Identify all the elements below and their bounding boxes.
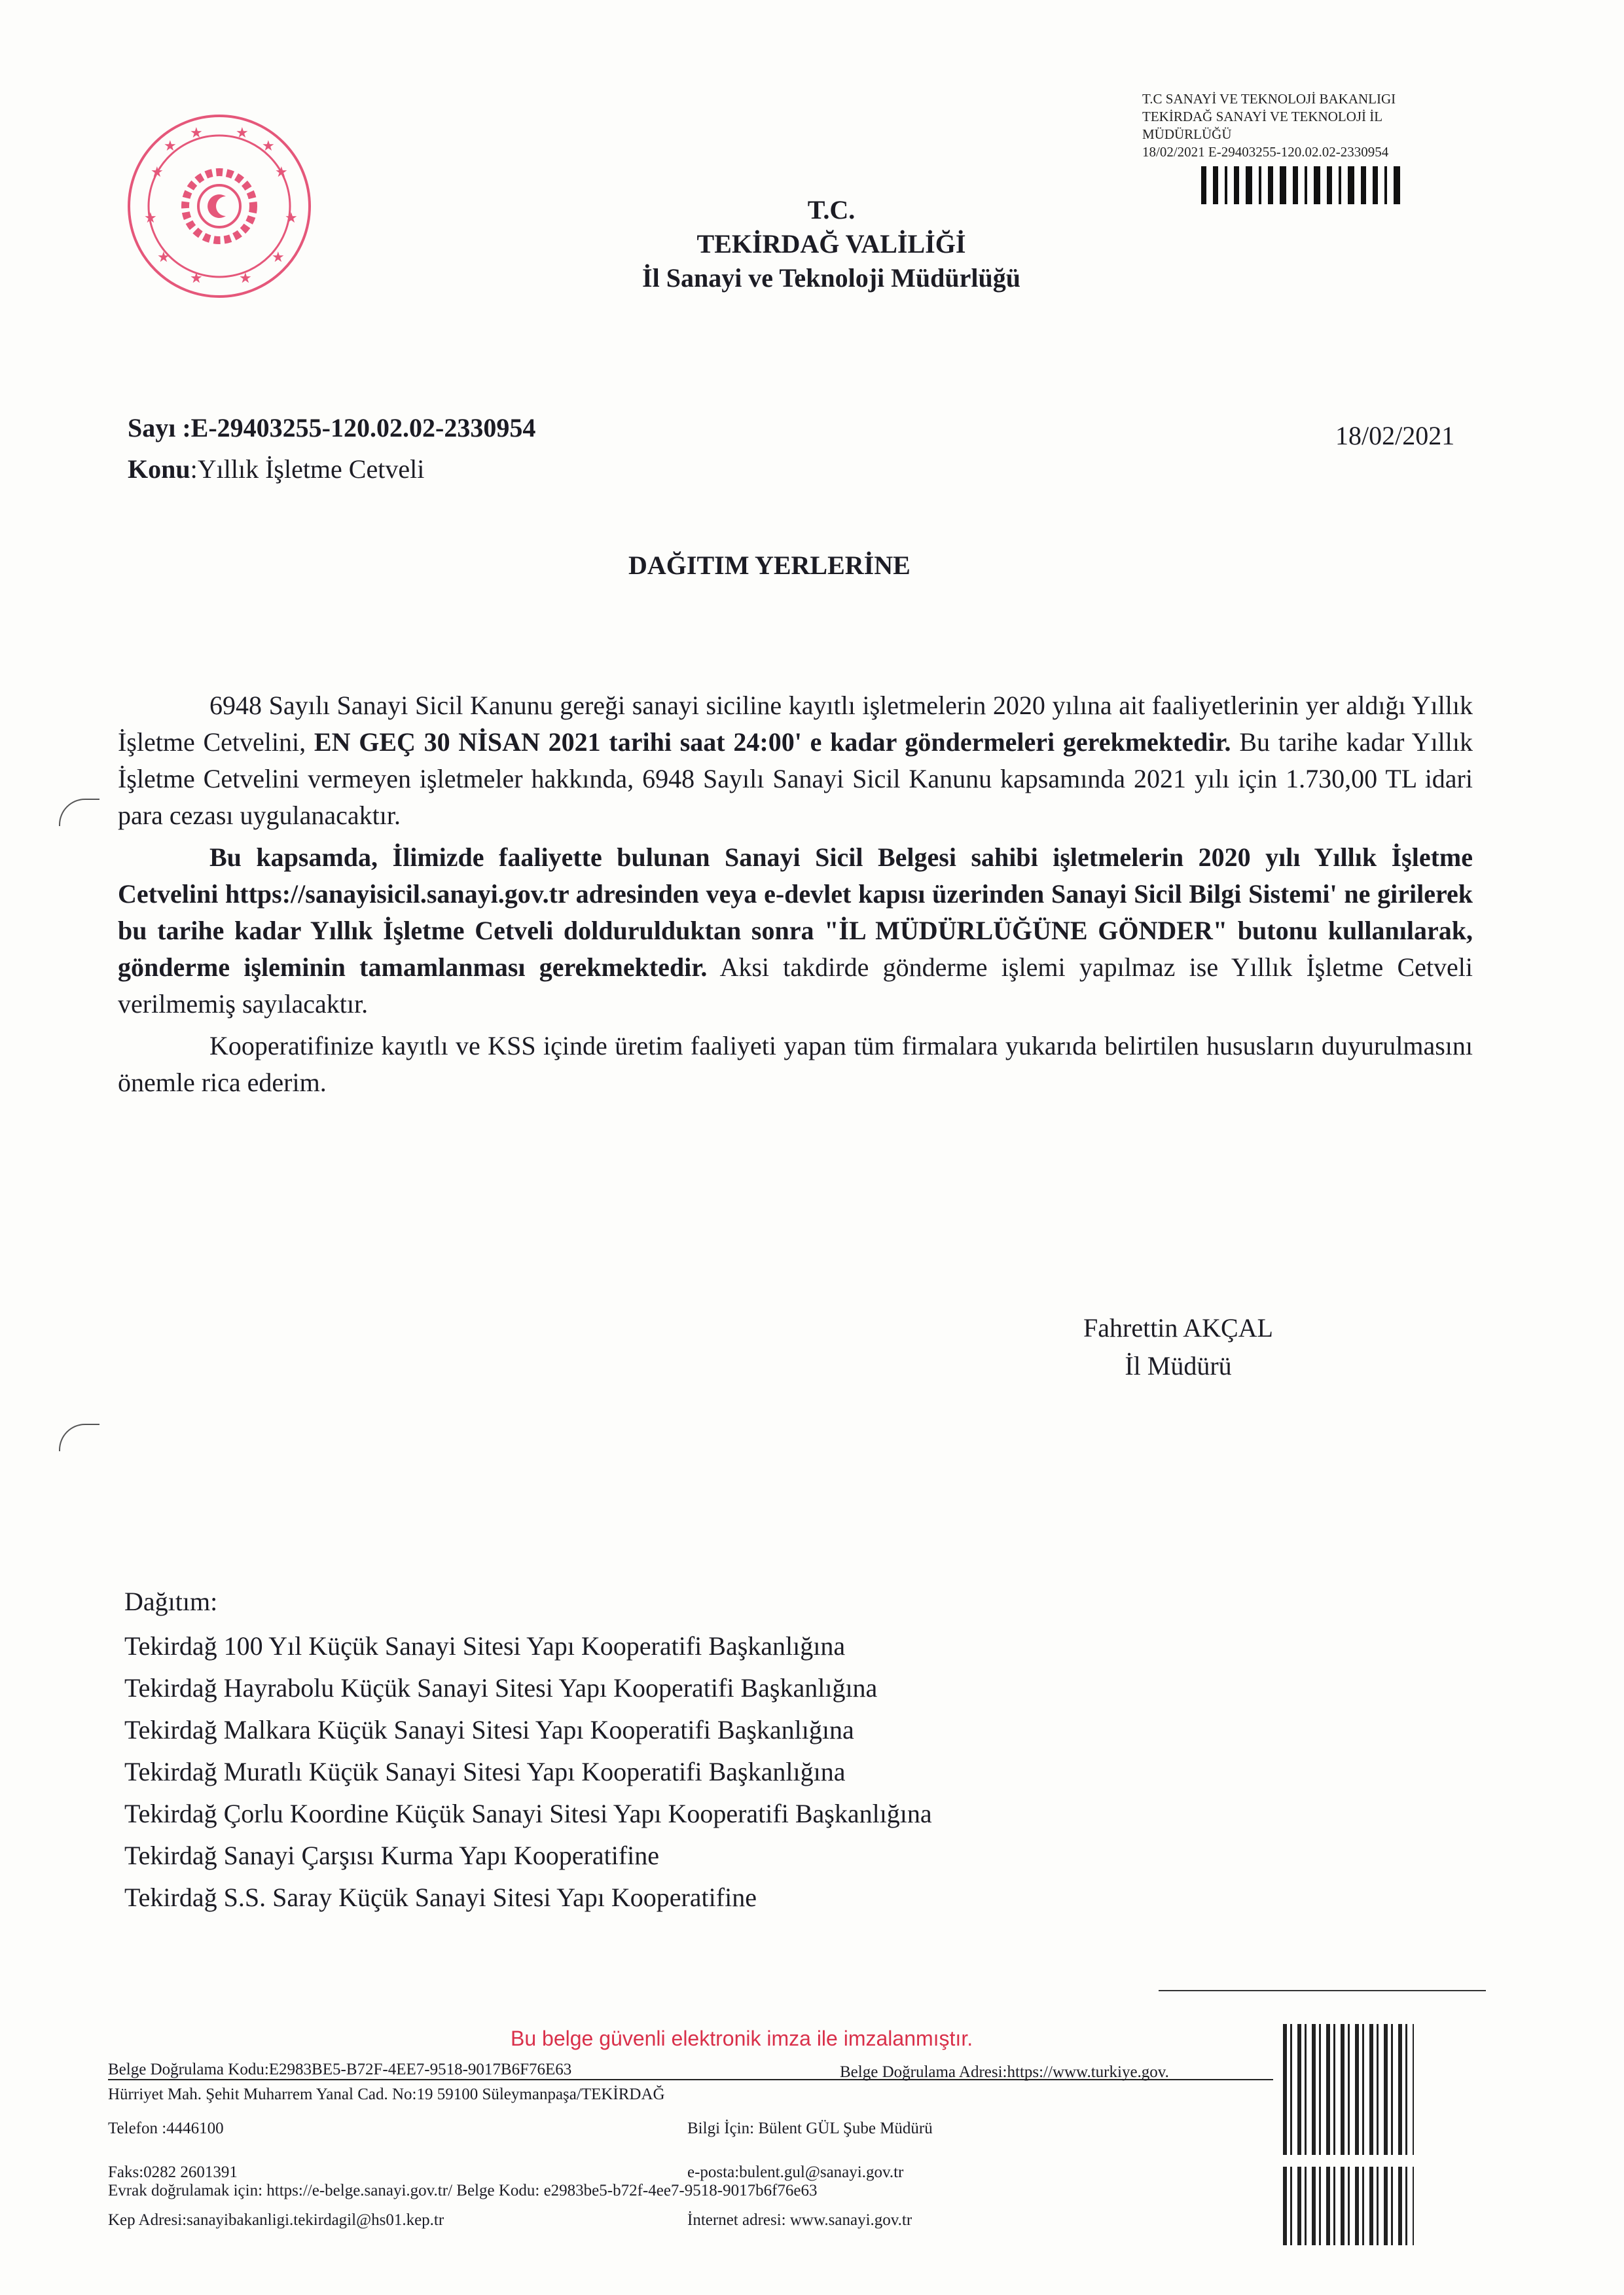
letter-body [118,687,1473,1106]
svg-text:★: ★ [285,209,298,226]
footer-divider [1159,1990,1486,1991]
footer-row-phone [108,2120,1286,2138]
verify-address-link[interactable]: Belge Doğrulama Adresi:https://www.turkiye.gov. [840,2063,1169,2081]
esign-notice: Bu belge güvenli elektronik imza ile imzalanmıştır. [511,2027,973,2050]
paragraph-2: Bu kapsamda, İlimizde faaliyette bulunan Sanayi Sicil Belgesi sahibi işletmelerin 2020 yılı Yıllık İşletme Cetvelini https://sanayisicil.sanayi.gov.tr adresinden veya e-devlet kapısı üzerinden Sanayi Sicil Bilgi Sistemi' ne girilerek bu tarihe kadar Yıllık İşletme Cetveli doldurulduktan sonra "İL MÜDÜRLÜĞÜNE GÖNDER" butonu kullanılarak, gönderme işleminin tamamlanması gerekmektedir. Aksi takdirde gönderme işlemi yapılmaz ise Yıllık İşletme Cetveli verilmemiş sayılacaktır. [118,842,1473,1019]
verify-code: Belge Doğrulama Kodu:E2983BE5-B72F-4EE7-9518-9017B6F76E63 [108,2061,572,2078]
footer-row-kep [108,2211,1286,2230]
addressee: DAĞITIM YERLERİNE [628,551,911,580]
paragraph-1: 6948 Sayılı Sanayi Sicil Kanunu gereği sanayi siciline kayıtlı işletmelerin 2020 yılına ait faaliyetlerinin yer aldığı Yıllık İşletme Cetvelini, EN GEÇ 30 NİSAN 2021 tarihi saat 24:00' e kadar göndermeleri gerekmektedir. Bu tarihe kadar Yıllık İşletme Cetvelini vermeyen işletmeler hakkında, 6948 Sayılı Sanayi Sicil Kanunu kapsamında 2021 yılı için 1.730,00 TL idari para cezası uygulanacaktır. [118,691,1473,830]
punch-mark [59,1424,99,1451]
distribution-list [124,1581,932,1919]
document-date: 18/02/2021 [1335,421,1455,450]
ministry-seal [124,111,314,301]
signer-name: Fahrettin AKÇAL [1083,1313,1273,1343]
qr-code [1283,2024,1414,2155]
footer-fax: Faks:0282 2601391 [108,2163,238,2181]
letterhead [511,193,1152,295]
header-directorate: İl Sanayi ve Teknoloji Müdürlüğü [642,263,1020,293]
document-meta [128,407,535,490]
footer-evrak[interactable]: Evrak doğrulamak için: https://e-belge.sanayi.gov.tr/ Belge Kodu: e2983be5-b72f-4ee7-9518-9017b6f76e63 [108,2182,818,2199]
barcode-line-3: MÜDÜRLÜĞÜ [1142,126,1232,142]
svg-text:★: ★ [157,249,170,265]
footer-address: Hürriyet Mah. Şehit Muharrem Yanal Cad. No:19 59100 Süleymanpaşa/TEKİRDAĞ [108,2086,665,2103]
sayi-value: :E-29403255-120.02.02-2330954 [182,413,536,443]
barcode-line-2: TEKİRDAĞ SANAYİ VE TEKNOLOJİ İL [1142,109,1383,124]
svg-text:★: ★ [190,124,203,141]
verification-line [108,2061,1273,2080]
sayi-label: Sayı [128,413,176,443]
svg-text:★: ★ [272,249,285,265]
signature-block [1060,1309,1296,1385]
list-item: Tekirdağ Hayrabolu Küçük Sanayi Sitesi Yapı Kooperatifi Başkanlığına [124,1673,878,1703]
footer-row-fax [108,2163,1286,2200]
konu-value: :Yıllık İşletme Cetveli [190,454,425,484]
list-item: Tekirdağ Çorlu Koordine Küçük Sanayi Sitesi Yapı Kooperatifi Başkanlığına [124,1799,932,1828]
footer-info: Bilgi İçin: Bülent GÜL Şube Müdürü [687,2120,933,2137]
svg-text:★: ★ [239,270,252,286]
svg-text:★: ★ [164,137,177,154]
list-item: Tekirdağ Muratlı Küçük Sanayi Sitesi Yapı Kooperatifi Başkanlığına [124,1757,846,1786]
barcode-block [1142,90,1483,204]
svg-text:★: ★ [275,164,288,180]
svg-text:★: ★ [190,270,203,286]
svg-text:★: ★ [144,209,157,226]
distribution-heading: Dağıtım: [124,1587,218,1616]
signer-title: İl Müdürü [1125,1351,1232,1381]
header-governorship: TEKİRDAĞ VALİLİĞİ [696,229,966,259]
footer-phone: Telefon :4446100 [108,2120,224,2137]
konu-label: Konu [128,454,190,484]
header-tc: T.C. [807,195,856,225]
list-item: Tekirdağ Sanayi Çarşısı Kurma Yapı Kooperatifine [124,1841,660,1870]
barcode-line-4: 18/02/2021 E-29403255-120.02.02-2330954 [1142,144,1389,160]
barcode-line-1: T.C SANAYİ VE TEKNOLOJİ BAKANLIGI [1142,91,1396,107]
svg-text:★: ★ [236,124,249,141]
footer-kep: Kep Adresi:sanayibakanligi.tekirdagil@hs01.kep.tr [108,2211,444,2229]
footer-email[interactable]: e-posta:bulent.gul@sanayi.gov.tr [687,2163,904,2181]
svg-text:★: ★ [262,137,275,154]
barcode-graphic [1201,166,1483,204]
svg-text:★: ★ [151,164,164,180]
footer-web[interactable]: İnternet adresi: www.sanayi.gov.tr [687,2211,912,2229]
list-item: Tekirdağ S.S. Saray Küçük Sanayi Sitesi Yapı Kooperatifine [124,1883,757,1912]
paragraph-3: Kooperatifinize kayıtlı ve KSS içinde üretim faaliyeti yapan tüm firmalara yukarıda belirtilen hususların duyurulmasını önemle rica ederim. [118,1031,1473,1097]
list-item: Tekirdağ 100 Yıl Küçük Sanayi Sitesi Yapı Kooperatifi Başkanlığına [124,1631,846,1661]
punch-mark [59,799,99,826]
list-item: Tekirdağ Malkara Küçük Sanayi Sitesi Yapı Kooperatifi Başkanlığına [124,1715,854,1744]
qr-code-secondary [1283,2167,1414,2245]
